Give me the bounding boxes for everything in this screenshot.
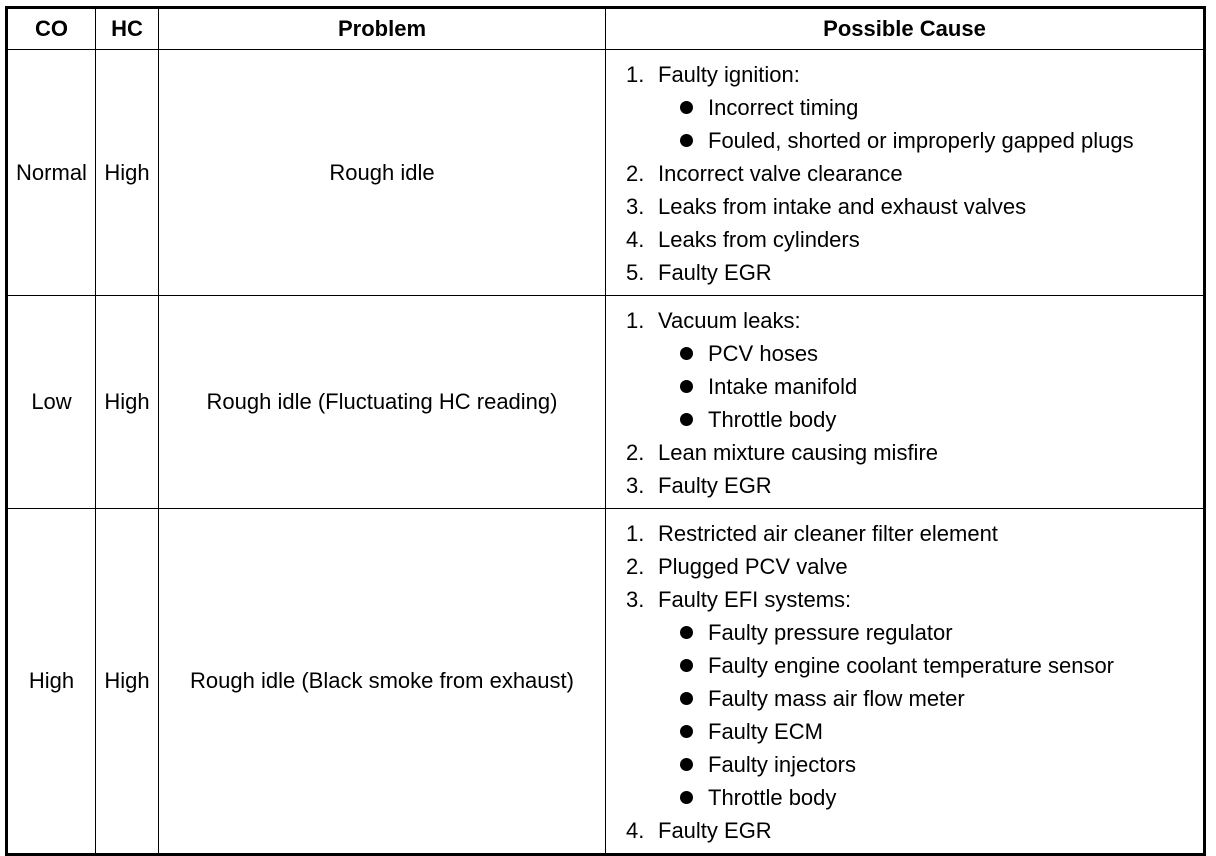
cause-number: 1. xyxy=(626,62,645,87)
cause-number: 2. xyxy=(626,554,645,579)
cause-item xyxy=(606,256,1203,289)
cause-text: Faulty EGR xyxy=(658,260,772,285)
cause-number: 3. xyxy=(626,473,645,498)
bullet-icon xyxy=(680,791,693,804)
table-row xyxy=(7,509,1205,855)
cause-number: 4. xyxy=(626,818,645,843)
cause-text: Leaks from intake and exhaust valves xyxy=(658,194,1027,219)
co-cell: High xyxy=(7,509,96,855)
cause-item xyxy=(606,223,1203,256)
hc-cell: High xyxy=(96,296,159,509)
header-hc: HC xyxy=(96,8,159,50)
cause-number: 1. xyxy=(626,308,645,333)
diagnosis-table xyxy=(5,6,1206,856)
cause-text: Incorrect valve clearance xyxy=(658,161,903,186)
hc-cell: High xyxy=(96,50,159,296)
cause-subitem xyxy=(606,682,1203,715)
co-cell: Normal xyxy=(7,50,96,296)
cause-number: 2. xyxy=(626,440,645,465)
cause-item xyxy=(606,157,1203,190)
cause-number: 3. xyxy=(626,587,645,612)
possible-cause-cell xyxy=(606,509,1205,855)
cause-text: Faulty EGR xyxy=(658,473,772,498)
bullet-icon xyxy=(680,380,693,393)
cause-subitem-text: Fouled, shorted or improperly gapped plugs xyxy=(708,128,1134,153)
cause-item xyxy=(606,814,1203,847)
bullet-icon xyxy=(680,626,693,639)
cause-item xyxy=(606,517,1203,550)
problem-cell: Rough idle (Black smoke from exhaust) xyxy=(159,509,606,855)
bullet-icon xyxy=(680,101,693,114)
bullet-icon xyxy=(680,758,693,771)
cause-text: Restricted air cleaner filter element xyxy=(658,521,998,546)
cause-subitem xyxy=(606,403,1203,436)
cause-text: Lean mixture causing misfire xyxy=(658,440,939,465)
cause-text: Vacuum leaks: xyxy=(658,308,801,333)
possible-cause-cell xyxy=(606,50,1205,296)
cause-subitem-text: Faulty engine coolant temperature sensor xyxy=(708,653,1115,678)
problem-cell: Rough idle (Fluctuating HC reading) xyxy=(159,296,606,509)
problem-cell: Rough idle xyxy=(159,50,606,296)
cause-subitem xyxy=(606,370,1203,403)
cause-number: 1. xyxy=(626,521,645,546)
bullet-icon xyxy=(680,347,693,360)
header-possible-cause: Possible Cause xyxy=(606,8,1205,50)
cause-text: Faulty ignition: xyxy=(658,62,800,87)
cause-text: Faulty EGR xyxy=(658,818,772,843)
cause-number: 3. xyxy=(626,194,645,219)
bullet-icon xyxy=(680,725,693,738)
cause-item xyxy=(606,469,1203,502)
cause-number: 5. xyxy=(626,260,645,285)
cause-subitem xyxy=(606,91,1203,124)
bullet-icon xyxy=(680,134,693,147)
cause-subitem-text: Throttle body xyxy=(708,785,837,810)
cause-subitem xyxy=(606,124,1203,157)
cause-subitem xyxy=(606,337,1203,370)
table-row xyxy=(7,296,1205,509)
cause-subitem xyxy=(606,649,1203,682)
header-co: CO xyxy=(7,8,96,50)
cause-subitem-text: Faulty ECM xyxy=(708,719,823,744)
table-body xyxy=(7,50,1205,855)
cause-text: Plugged PCV valve xyxy=(658,554,848,579)
cause-text: Leaks from cylinders xyxy=(658,227,860,252)
co-cell: Low xyxy=(7,296,96,509)
cause-subitem-text: Faulty mass air flow meter xyxy=(708,686,965,711)
cause-text: Faulty EFI systems: xyxy=(658,587,852,612)
cause-item xyxy=(606,58,1203,91)
table-row xyxy=(7,50,1205,296)
possible-cause-cell xyxy=(606,296,1205,509)
cause-subitem xyxy=(606,616,1203,649)
cause-subitem-text: PCV hoses xyxy=(708,341,819,366)
cause-item xyxy=(606,550,1203,583)
cause-subitem-text: Faulty pressure regulator xyxy=(708,620,953,645)
cause-subitem-text: Intake manifold xyxy=(708,374,858,399)
header-row xyxy=(7,8,1205,50)
header-problem: Problem xyxy=(159,8,606,50)
cause-number: 4. xyxy=(626,227,645,252)
cause-subitem xyxy=(606,715,1203,748)
cause-subitem-text: Faulty injectors xyxy=(708,752,856,777)
bullet-icon xyxy=(680,659,693,672)
cause-subitem-text: Throttle body xyxy=(708,407,837,432)
cause-number: 2. xyxy=(626,161,645,186)
cause-item xyxy=(606,583,1203,616)
bullet-icon xyxy=(680,413,693,426)
cause-item xyxy=(606,436,1203,469)
cause-subitem xyxy=(606,748,1203,781)
cause-item xyxy=(606,304,1203,337)
hc-cell: High xyxy=(96,509,159,855)
cause-subitem xyxy=(606,781,1203,814)
cause-subitem-text: Incorrect timing xyxy=(708,95,859,120)
bullet-icon xyxy=(680,692,693,705)
cause-item xyxy=(606,190,1203,223)
